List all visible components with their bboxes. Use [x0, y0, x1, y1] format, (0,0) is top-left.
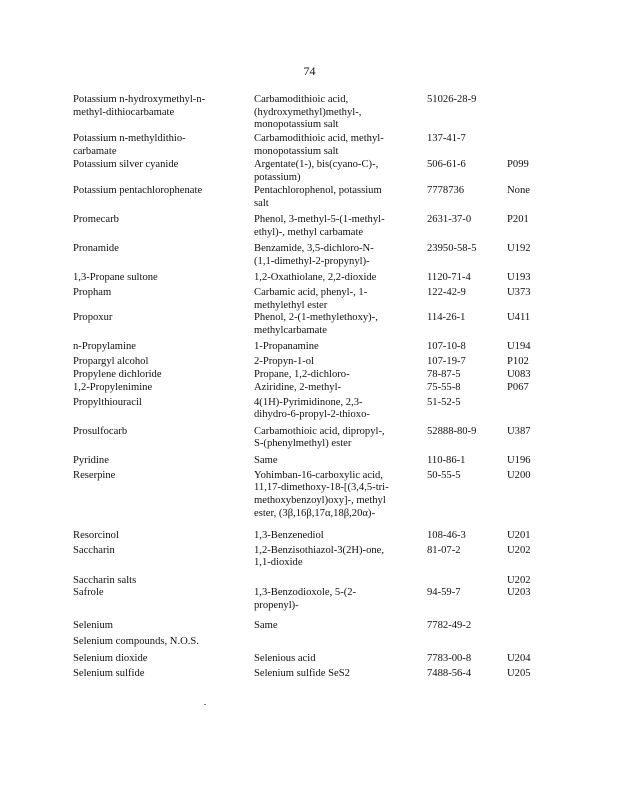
waste-code-cell: U192: [507, 243, 531, 254]
table-row: [73, 397, 541, 426]
cas-number-cell: 23950-58-5: [427, 243, 477, 254]
cas-number-cell: 7782-49-2: [427, 620, 472, 632]
synonym-cell: [254, 575, 427, 588]
cas-number-cell: 506-61-6: [427, 159, 466, 170]
synonym-cell: Carbamodithioic acid, (hydroxymethyl)methyl-, monopotassium salt: [254, 94, 362, 131]
synonym-cell: Propane, 1,2-dichloro-: [254, 368, 350, 380]
chemical-name-cell: Prosulfocarb: [73, 425, 128, 437]
synonym-cell: 1,2-Benzisothiazol-3(2H)-one, 1,1-dioxide: [254, 544, 385, 569]
chemical-name-cell: Selenium sulfide: [73, 668, 145, 680]
table-row: [73, 94, 541, 133]
chemical-name-cell: Propylthiouracil: [73, 396, 142, 408]
waste-code-cell: U205: [507, 668, 531, 680]
synonym-cell: 2-Propyn-1-ol: [254, 356, 315, 368]
synonym-cell: Yohimban-16-carboxylic acid, 11,17-dimethoxy-18-[(3,4,5-tri- methoxybenzoyl)oxy]-, methyl ester, (3β,16β,17α,18β,20α)-: [254, 469, 389, 519]
waste-code-cell: U193: [507, 272, 531, 283]
synonym-cell: Same: [254, 454, 278, 466]
cas-number-cell: 114-26-1: [427, 312, 466, 324]
chemical-name-cell: Propargyl alcohol: [73, 356, 149, 368]
footer-mark: [204, 704, 206, 705]
table-row: [73, 356, 541, 369]
waste-code-cell: [507, 133, 541, 159]
waste-code-cell: U083: [507, 368, 531, 380]
waste-code-cell: None: [507, 185, 530, 196]
waste-code-cell: U373: [507, 287, 531, 298]
synonym-cell: 1,3-Benzodioxole, 5-(2- propenyl)-: [254, 587, 357, 611]
waste-code-cell: U200: [507, 469, 531, 481]
table-row: [73, 214, 541, 243]
cas-number-cell: 110-86-1: [427, 454, 466, 466]
table-row: [73, 587, 541, 620]
table-row: [73, 312, 541, 341]
table-row: [73, 426, 541, 455]
chemical-name-cell: Selenium compounds, N.O.S.: [73, 636, 199, 648]
table-row: [73, 382, 541, 397]
cas-number-cell: 107-19-7: [427, 356, 466, 368]
synonym-cell: 4(1H)-Pyrimidinone, 2,3- dihydro-6-propyl-2-thioxo-: [254, 396, 370, 421]
table-row: [73, 369, 541, 382]
chemical-table: [73, 94, 541, 683]
synonym-cell: Carbamothioic acid, dipropyl-, S-(phenylmethyl) ester: [254, 425, 385, 450]
synonym-cell: Selenious acid: [254, 653, 316, 665]
cas-number-cell: 78-87-5: [427, 368, 461, 380]
synonym-cell: Phenol, 3-methyl-5-(1-methyl- ethyl)-, methyl carbamate: [254, 214, 385, 238]
synonym-cell: Phenol, 2-(1-methylethoxy)-, methylcarbamate: [254, 312, 378, 336]
waste-code-cell: [507, 94, 541, 133]
cas-number-cell: 50-55-5: [427, 469, 461, 481]
cas-number-cell: 75-55-8: [427, 381, 461, 393]
synonym-cell: Carbamic acid, phenyl-, 1- methylethyl ester: [254, 287, 368, 311]
chemical-name-cell: Propylene dichloride: [73, 368, 162, 380]
cas-number-cell: 51-52-5: [427, 396, 461, 408]
chemical-name-cell: Selenium dioxide: [73, 653, 148, 665]
synonym-cell: 1,2-Oxathiolane, 2,2-dioxide: [254, 272, 377, 283]
chemical-name-cell: Potassium silver cyanide: [73, 159, 179, 170]
waste-code-cell: U204: [507, 653, 531, 665]
table-row: [73, 133, 541, 159]
cas-number-cell: 52888-80-9: [427, 425, 477, 437]
cas-number-cell: 2631-37-0: [427, 214, 472, 225]
cas-number-cell: 7783-00-8: [427, 653, 472, 665]
waste-code-cell: P201: [507, 214, 529, 225]
chemical-name-cell: Promecarb: [73, 214, 119, 225]
waste-code-cell: [507, 620, 541, 636]
waste-code-cell: [507, 397, 541, 426]
table-row: [73, 575, 541, 588]
waste-code-cell: U194: [507, 341, 531, 353]
table-row: [73, 620, 541, 636]
table-row: [73, 530, 541, 545]
chemical-name-cell: Safrole: [73, 587, 104, 599]
table-row: [73, 470, 541, 530]
synonym-cell: Benzamide, 3,5-dichloro-N- (1,1-dimethyl-2-propynyl)-: [254, 243, 374, 267]
chemical-name-cell: Resorcinol: [73, 529, 119, 541]
chemical-name-cell: Saccharin: [73, 544, 115, 556]
table-row: [73, 668, 541, 683]
cas-number-cell: 7488-56-4: [427, 668, 472, 680]
chemical-name-cell: n-Propylamine: [73, 341, 136, 353]
page-number: 74: [303, 64, 316, 78]
waste-code-cell: [507, 636, 541, 653]
synonym-cell: [254, 636, 427, 653]
chemical-name-cell: Propoxur: [73, 312, 113, 324]
table-row: [73, 159, 541, 185]
table-row: [73, 341, 541, 356]
waste-code-cell: P067: [507, 381, 529, 393]
waste-code-cell: P099: [507, 159, 529, 170]
synonym-cell: Selenium sulfide SeS2: [254, 668, 350, 680]
synonym-cell: 1-Propanamine: [254, 341, 319, 353]
waste-code-cell: P102: [507, 356, 529, 368]
waste-code-cell: U411: [507, 312, 531, 324]
waste-code-cell: U202: [507, 544, 531, 556]
waste-code-cell: U387: [507, 425, 531, 437]
chemical-name-cell: Propham: [73, 287, 112, 298]
synonym-cell: Aziridine, 2-methyl-: [254, 381, 342, 393]
cas-number-cell: 51026-28-9: [427, 94, 477, 105]
synonym-cell: Same: [254, 620, 278, 632]
table-row: [73, 636, 541, 653]
cas-number-cell: 94-59-7: [427, 587, 461, 599]
cas-number-cell: 108-46-3: [427, 529, 466, 541]
synonym-cell: Pentachlorophenol, potassium salt: [254, 185, 382, 209]
cas-number-cell: [427, 636, 507, 653]
chemical-name-cell: 1,2-Propylenimine: [73, 381, 153, 393]
synonym-cell: Argentate(1-), bis(cyano-C)-, potassium): [254, 159, 379, 183]
cas-number-cell: 1120-71-4: [427, 272, 471, 283]
table-row: [73, 653, 541, 668]
waste-code-cell: U196: [507, 454, 531, 466]
chemical-name-cell: Reserpine: [73, 469, 116, 481]
chemical-name-cell: Potassium n-methyldithio- carbamate: [73, 133, 186, 157]
waste-code-cell: U201: [507, 529, 531, 541]
chemical-name-cell: Pyridine: [73, 454, 109, 466]
chemical-name-cell: Potassium n-hydroxymethyl-n- methyl-dithiocarbamate: [73, 94, 206, 118]
waste-code-cell: U203: [507, 587, 531, 599]
table-row: [73, 272, 541, 287]
cas-number-cell: [427, 575, 507, 588]
chemical-name-cell: Potassium pentachlorophenate: [73, 185, 203, 196]
cas-number-cell: 81-07-2: [427, 544, 461, 556]
chemical-name-cell: Pronamide: [73, 243, 119, 254]
chemical-name-cell: Saccharin salts: [73, 574, 137, 586]
chemical-name-cell: 1,3-Propane sultone: [73, 272, 158, 283]
chemical-name-cell: Selenium: [73, 620, 114, 632]
table-row: [73, 545, 541, 575]
cas-number-cell: 137-41-7: [427, 133, 466, 144]
table-row: [73, 243, 541, 272]
synonym-cell: 1,3-Benzenediol: [254, 529, 324, 541]
table-row: [73, 185, 541, 214]
synonym-cell: Carbamodithioic acid, methyl- monopotassium salt: [254, 133, 384, 157]
cas-number-cell: 107-10-8: [427, 341, 466, 353]
cas-number-cell: 7778736: [427, 185, 465, 196]
waste-code-cell: U202: [507, 574, 531, 586]
chemical-table-body: [73, 94, 541, 683]
table-row: [73, 455, 541, 470]
cas-number-cell: 122-42-9: [427, 287, 466, 298]
table-row: [73, 287, 541, 312]
